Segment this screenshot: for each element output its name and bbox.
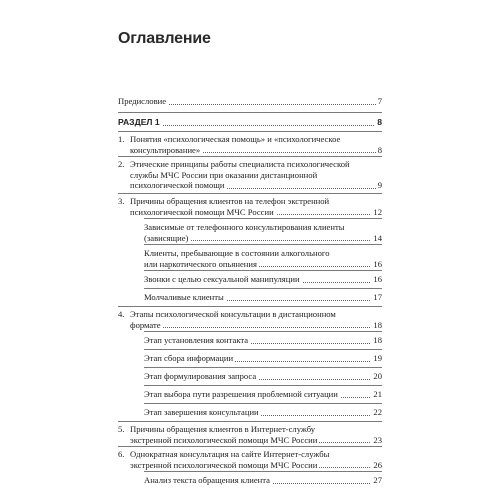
toc-section-title: РАЗДЕЛ 1 xyxy=(118,117,160,127)
toc-entry-number: 4. xyxy=(118,309,125,319)
toc-entry-line: Анализ текста обращения клиента xyxy=(144,475,270,485)
toc-entry-line: экстренной психологической помощи МЧС России xyxy=(130,434,318,445)
toc-entry-line: психологической помощи МЧС России xyxy=(130,206,274,217)
toc-entry-4[interactable] xyxy=(118,309,382,330)
toc-entry-5[interactable] xyxy=(118,424,382,445)
toc-entry-line: Этические принципы работы специалиста психологической xyxy=(130,159,350,169)
divider xyxy=(118,306,382,307)
toc-subentry[interactable] xyxy=(144,475,382,486)
divider xyxy=(144,367,382,368)
toc-entry-line: Причины обращения клиентов на телефон экстренной xyxy=(130,196,330,206)
toc-entry-number: 2. xyxy=(118,159,125,169)
toc-entry-line: Звонки с целью сексуальной манипуляции xyxy=(144,274,300,284)
divider xyxy=(118,131,382,132)
toc-page-number: 26 xyxy=(373,459,382,470)
toc-entry-1[interactable] xyxy=(118,134,382,155)
toc-page-number: 19 xyxy=(373,353,382,363)
toc-page-number: 8 xyxy=(377,117,382,127)
toc-page-number: 18 xyxy=(373,319,382,330)
toc-entry-6[interactable] xyxy=(118,449,382,470)
toc-page-number: 23 xyxy=(373,434,382,445)
toc-entry-line: Понятия «психологическая помощь» и «психологическое xyxy=(130,134,341,144)
toc-page-number: 16 xyxy=(373,274,382,284)
toc-page-number: 7 xyxy=(377,96,382,106)
toc-subentry[interactable] xyxy=(144,389,382,400)
divider xyxy=(144,349,382,350)
toc-page-number: 27 xyxy=(373,475,382,485)
toc-subentry[interactable] xyxy=(144,407,382,418)
toc-entry-preface[interactable] xyxy=(118,96,382,107)
toc-entry-line: Этап формулирования запроса xyxy=(144,371,257,381)
toc-entry-line: Этап завершения консультации xyxy=(144,407,259,417)
toc-entry-line: Этап сбора информации xyxy=(144,353,234,363)
toc-entry-line: психологической помощи xyxy=(130,180,225,190)
toc-entry-3[interactable] xyxy=(118,196,382,217)
toc-page-number: 14 xyxy=(373,232,382,243)
toc-entry-number: 1. xyxy=(118,134,125,144)
toc-entry-line: формате xyxy=(130,319,161,330)
toc-entry-section-1[interactable] xyxy=(118,117,382,128)
divider xyxy=(118,156,382,157)
divider xyxy=(144,270,382,271)
page-title: Оглавление xyxy=(118,30,211,47)
toc-entry-line: Этап установления контакта xyxy=(144,335,249,345)
divider xyxy=(144,403,382,404)
divider xyxy=(144,385,382,386)
toc-entry-line: экстренной психологической помощи МЧС России xyxy=(130,459,318,470)
toc-subentry[interactable] xyxy=(144,371,382,382)
toc-page-number: 16 xyxy=(373,258,382,269)
toc-entry-line: Молчаливые клиенты xyxy=(144,292,224,302)
toc-page-number: 17 xyxy=(373,292,382,302)
toc-page-number: 8 xyxy=(377,144,382,155)
toc-page-number: 22 xyxy=(373,407,382,417)
toc-entry-line: (зависящие) xyxy=(144,232,189,243)
toc-subentry[interactable] xyxy=(144,248,382,269)
toc-entry-line: или наркотического опьянения xyxy=(144,258,257,269)
toc-entry-number: 5. xyxy=(118,424,125,434)
toc-entry-line: Этап выбора пути разрешения проблемной ситуации xyxy=(144,389,338,399)
toc-entry-line: Однократная консультация на сайте Интернет-службы xyxy=(130,449,330,459)
toc-entry-line: службы МЧС России при оказании дистанционной xyxy=(130,169,318,180)
divider xyxy=(118,446,382,447)
toc-subentry[interactable] xyxy=(144,335,382,346)
toc-page-number: 9 xyxy=(377,180,382,190)
toc-page-number: 20 xyxy=(373,371,382,381)
toc-entry-text: Предисловие xyxy=(118,96,167,106)
divider xyxy=(144,471,382,472)
divider xyxy=(144,244,382,245)
toc-subentry[interactable] xyxy=(144,353,382,364)
toc-entry-line: Этапы психологической консультации в дистанционном xyxy=(130,309,336,319)
toc-page-number: 12 xyxy=(373,206,382,217)
toc-subentry[interactable] xyxy=(144,222,382,243)
toc-entry-number: 3. xyxy=(118,196,125,206)
toc-entry-2[interactable] xyxy=(118,159,382,191)
toc-entry-line: Зависимые от телефонного консультирования клиенты xyxy=(144,222,345,232)
toc-subentry[interactable] xyxy=(144,274,382,285)
divider xyxy=(118,193,382,194)
divider xyxy=(144,288,382,289)
toc-page-number: 18 xyxy=(373,335,382,345)
divider xyxy=(118,112,382,113)
toc-entry-line: Клиенты, пребывающие в состоянии алкогольного xyxy=(144,248,330,258)
divider xyxy=(118,421,382,422)
toc-entry-number: 6. xyxy=(118,449,125,459)
dot-leader xyxy=(142,327,382,328)
divider xyxy=(144,218,382,219)
toc-entry-line: Причины обращения клиентов в Интернет-службу xyxy=(130,424,316,434)
toc-subentry[interactable] xyxy=(144,292,382,303)
toc-page-number: 21 xyxy=(373,389,382,399)
divider xyxy=(144,331,382,332)
toc-entry-line: консультирование» xyxy=(130,144,201,155)
